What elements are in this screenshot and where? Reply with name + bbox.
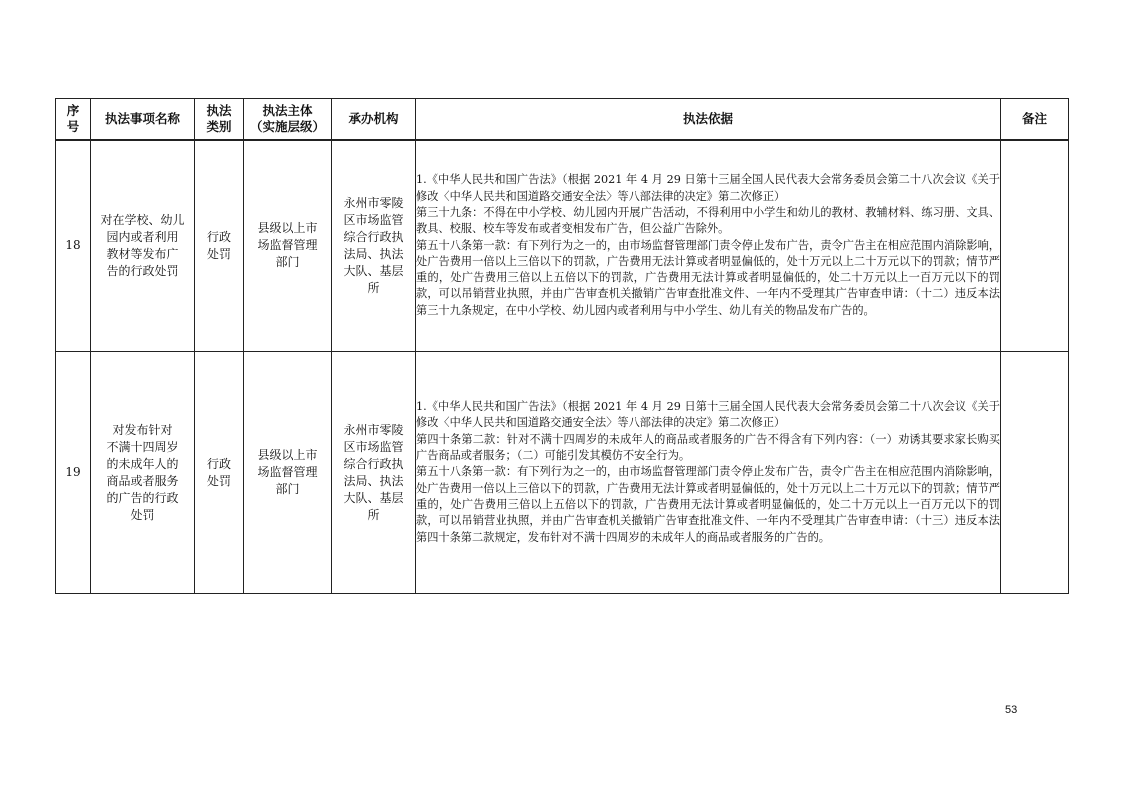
text-line: 县级以上市 [257, 221, 318, 236]
row-category [195, 140, 244, 352]
header-seq: 序 号 [56, 99, 91, 140]
text-line: 法局、执法 [343, 473, 404, 488]
text-line: 大队、基层 [343, 263, 404, 278]
text-line: 第五十八条第一款：有下列行为之一的，由市场监督管理部门责令停止发布广告，责令广告主在相应范围内消除影响，处广告费用一倍以上三倍以下的罚款，广告费用无法计算或者明显偏低的，处十万元以上二十万元以下的罚款；情节严重的，处广告费用三倍以上五倍以下的罚款，广告费用无法计算或者明显偏低的，处二十万元以上一百万元以下的罚款，可以吊销营业执照，并由广告审查机关撤销广告审查批准文件、一年内不受理其广告审查申请：（十三）违反本法第四十条第二款规定，发布针对不满十四周岁的未成年人的商品或者服务的广告的。 [416, 465, 1000, 544]
text-line: 不满十四周岁 [106, 439, 179, 454]
text-line: 对在学校、幼儿 [100, 212, 185, 227]
text-line: 区市场监管 [343, 212, 404, 227]
header-remark: 备注 [1001, 99, 1069, 140]
text-line: 综合行政执 [343, 229, 404, 244]
text-line: 园内或者利用 [106, 229, 179, 244]
text-line: 县级以上市 [257, 448, 318, 462]
text-line: 教材等发布广 [106, 246, 179, 261]
text-line: 告的行政处罚 [106, 263, 179, 278]
text-line: 处罚 [130, 507, 155, 522]
row-legal-basis [416, 140, 1001, 352]
text-line: 永州市零陵 [343, 195, 404, 210]
page-number: 53 [1005, 704, 1018, 716]
row-item-name [91, 352, 195, 594]
text-line: 所 [367, 507, 380, 522]
header-agency: 承办机构 [332, 99, 416, 140]
header-basis: 执法依据 [416, 99, 1001, 140]
text-line: 第四十条第二款：针对不满十四周岁的未成年人的商品或者服务的广告不得含有下列内容：（一）劝诱其要求家长购买广告商品或者服务；（二）可能引发其模仿不安全行为。 [416, 432, 1000, 463]
row-subject [244, 140, 332, 352]
text-line: 行政 [206, 456, 231, 471]
row-remark [1001, 140, 1069, 352]
text-line: 第三十九条：不得在中小学校、幼儿园内开展广告活动，不得利用中小学生和幼儿的教材、教辅材料、练习册、文具、教具、校服、校车等发布或者变相发布广告，但公益广告除外。 [416, 206, 1000, 236]
text-line: 对发布针对 [112, 422, 173, 437]
text-line: 行政 [206, 229, 231, 244]
text-line: 区市场监管 [343, 439, 404, 454]
text-line: 综合行政执 [343, 456, 404, 471]
row-agency [332, 352, 416, 594]
row-category [195, 352, 244, 594]
text-line: 部门 [275, 482, 300, 496]
header-category: 执法 类别 [195, 99, 244, 140]
text-line: 部门 [275, 255, 300, 270]
row-subject [244, 352, 332, 594]
row-seq: 19 [56, 352, 91, 594]
text-line: 的广告的行政 [106, 490, 179, 505]
enforcement-table [55, 98, 1069, 594]
header-item-name: 执法事项名称 [91, 99, 195, 140]
text-line: 场监督管理 [257, 465, 318, 479]
text-line: 1.《中华人民共和国广告法》（根据 2021 年 4 月 29 日第十三届全国人民代表大会常务委员会第二十八次会议《关于修改〈中华人民共和国道路交通安全法〉等八部法律的决定》第二次修正） [416, 173, 1000, 203]
text-line: 处罚 [206, 246, 231, 261]
text-line: 永州市零陵 [343, 422, 404, 437]
text-line: 1.《中华人民共和国广告法》（根据 2021 年 4 月 29 日第十三届全国人民代表大会常务委员会第二十八次会议《关于修改〈中华人民共和国道路交通安全法〉等八部法律的决定》第二次修正） [416, 400, 1000, 430]
row-seq: 18 [56, 140, 91, 352]
text-line: 第五十八条第一款：有下列行为之一的，由市场监督管理部门责令停止发布广告，责令广告主在相应范围内消除影响，处广告费用一倍以上三倍以下的罚款，广告费用无法计算或者明显偏低的，处十万元以上二十万元以下的罚款；情节严重的，处广告费用三倍以上五倍以下的罚款，广告费用无法计算或者明显偏低的，处二十万元以上一百万元以下的罚款，可以吊销营业执照，并由广告审查机关撤销广告审查批准文件、一年内不受理其广告审查申请：（十二）违反本法第三十九条规定，在中小学校、幼儿园内或者利用与中小学生、幼儿有关的物品发布广告的。 [416, 238, 1000, 317]
text-line: 所 [367, 280, 380, 295]
text-line: 商品或者服务 [106, 473, 179, 488]
text-line: 法局、执法 [343, 246, 404, 261]
row-legal-basis [416, 352, 1001, 594]
row-remark [1001, 352, 1069, 594]
text-line: 的未成年人的 [106, 456, 179, 471]
header-subject: 执法主体 （实施层级） [244, 99, 332, 140]
text-line: 场监督管理 [257, 238, 318, 253]
text-line: 大队、基层 [343, 490, 404, 505]
row-item-name [91, 140, 195, 352]
table-row [56, 352, 1069, 594]
table-row [56, 140, 1069, 352]
table-header-row [56, 99, 1069, 140]
row-agency [332, 140, 416, 352]
text-line: 处罚 [206, 473, 231, 488]
